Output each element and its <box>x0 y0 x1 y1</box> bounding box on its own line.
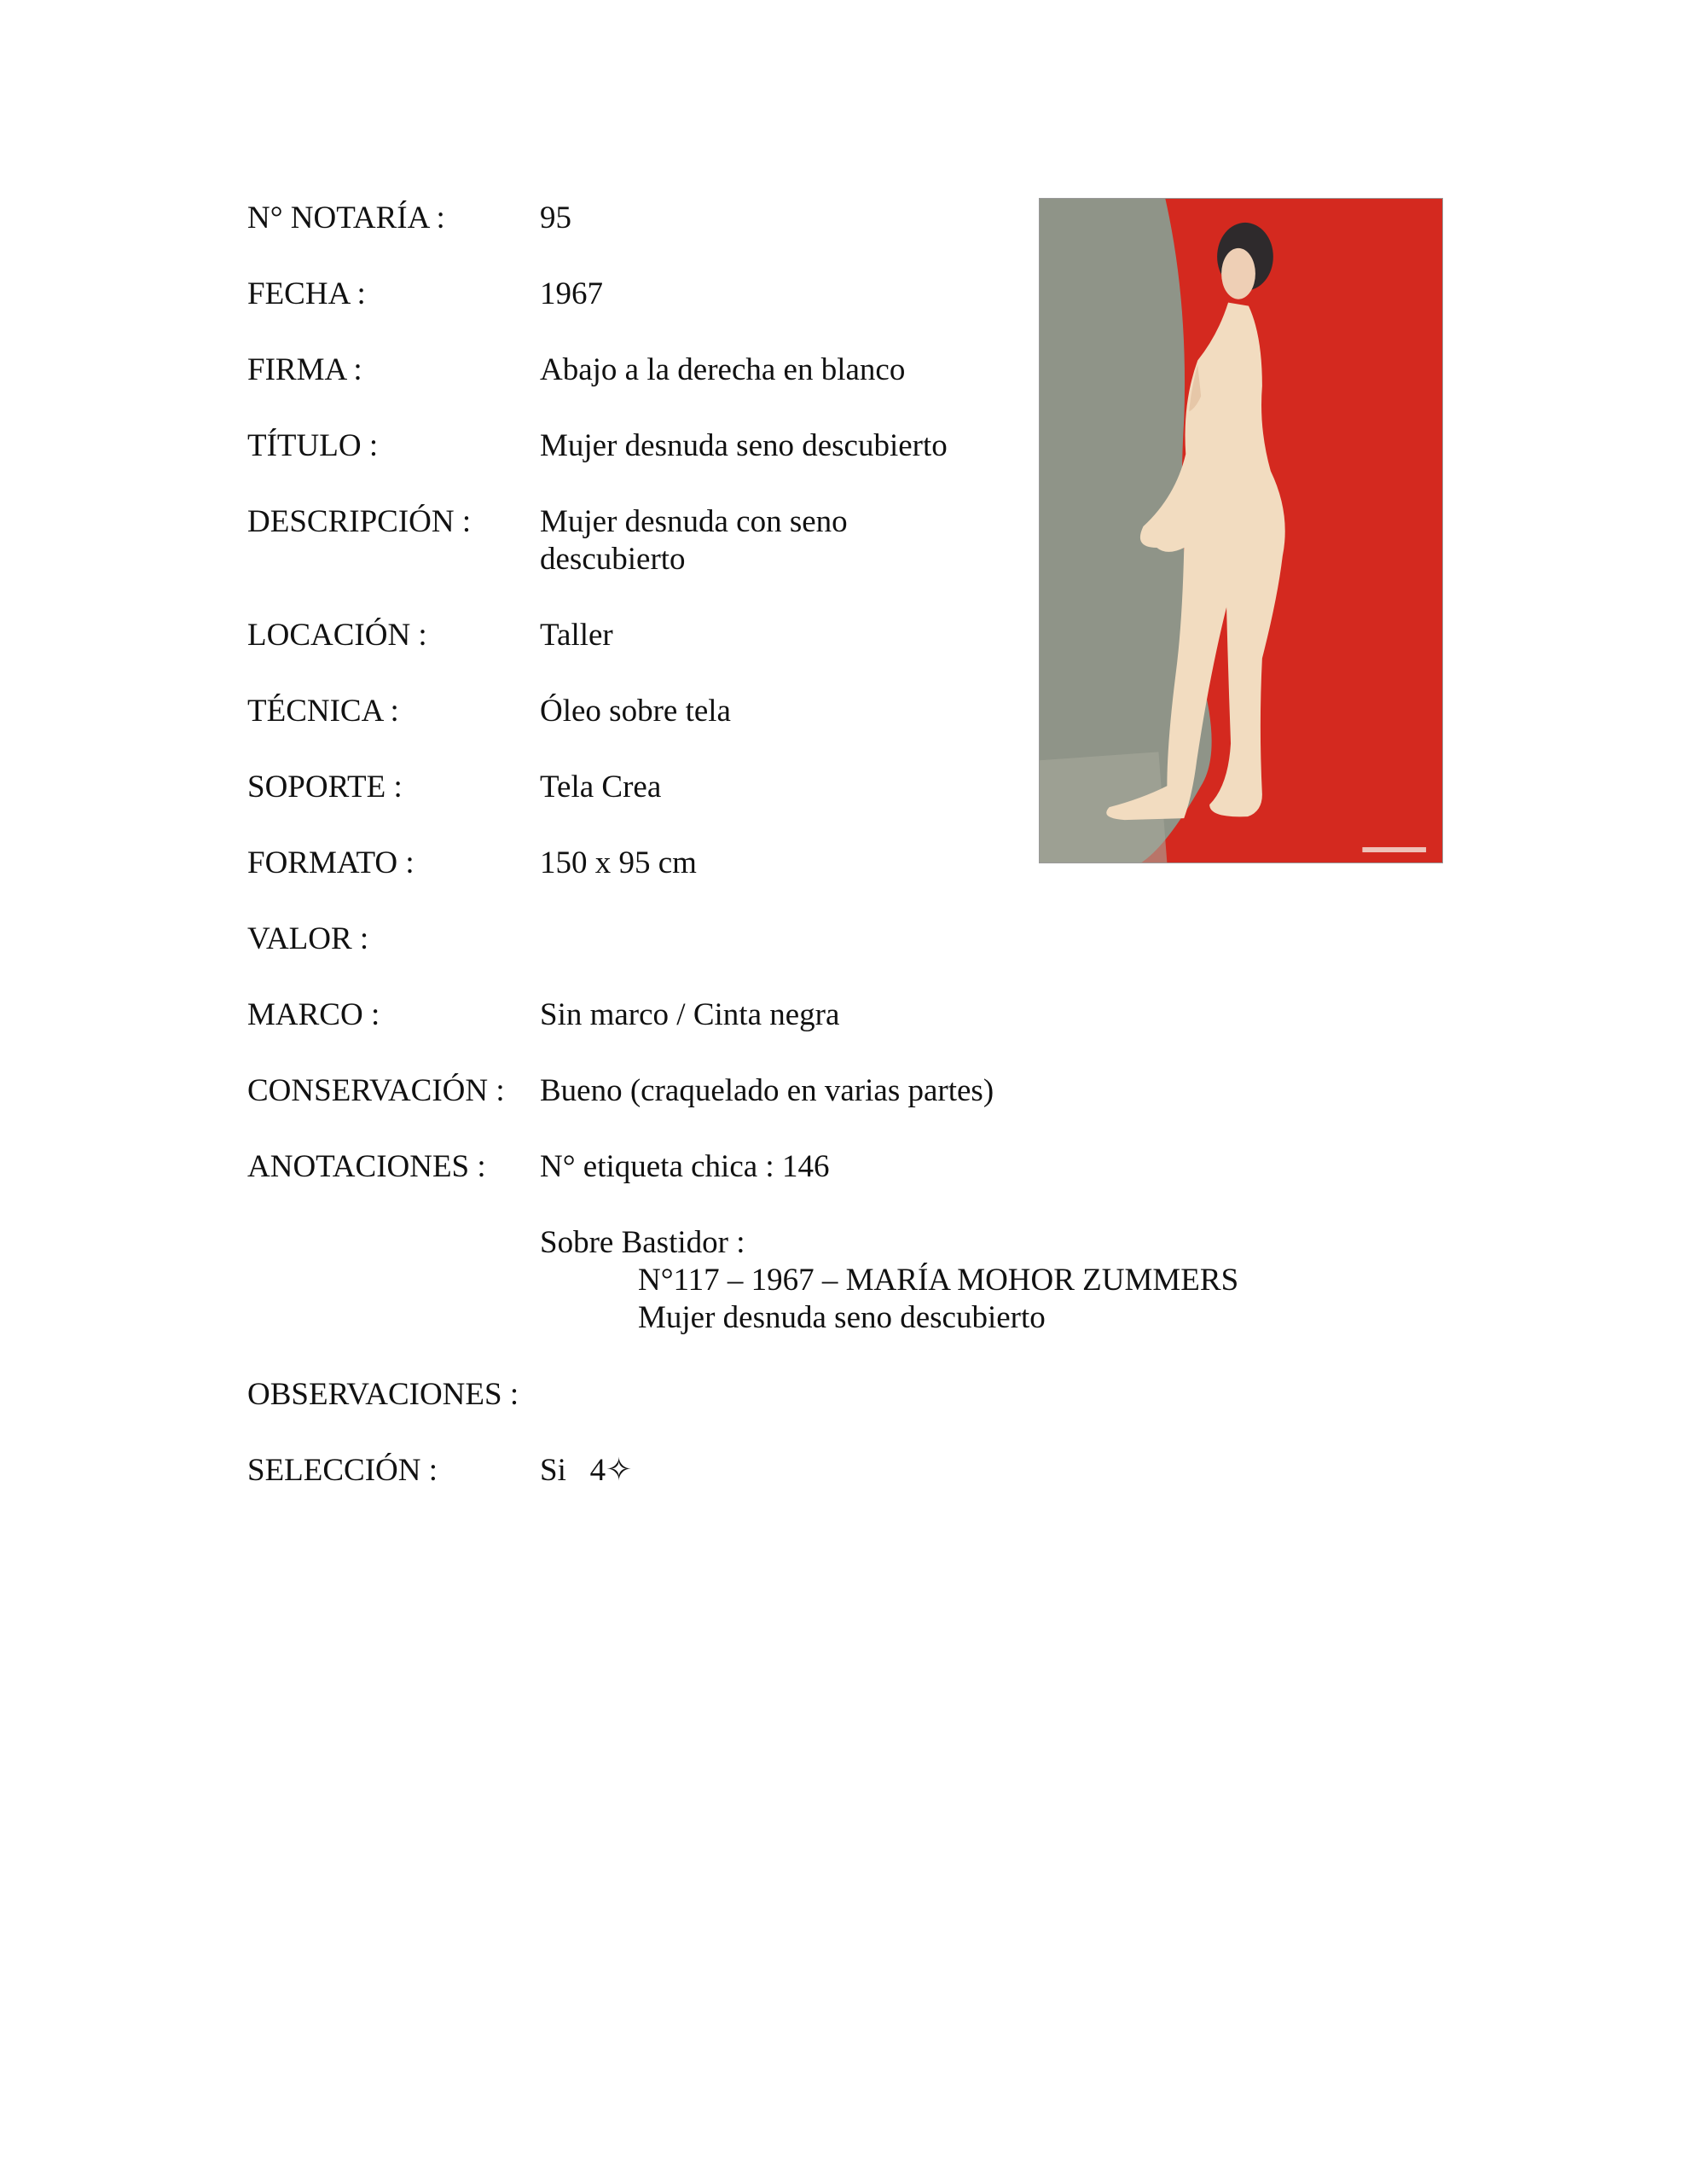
field-value: 95 <box>540 200 571 235</box>
field-label: MARCO : <box>247 997 380 1032</box>
field-label: FECHA : <box>247 276 366 311</box>
field-label: N° NOTARÍA : <box>247 200 445 235</box>
field-value: Bueno (craquelado en varias partes) <box>540 1073 994 1108</box>
field-label: DESCRIPCIÓN : <box>247 504 472 539</box>
painting-image <box>1039 198 1443 863</box>
field-value-line1: Mujer desnuda con seno <box>540 504 848 539</box>
field-label: TÉCNICA : <box>247 694 399 729</box>
nude-woman-painting-icon <box>1040 199 1442 863</box>
field-label: TÍTULO : <box>247 428 379 463</box>
annotation-heading: Sobre Bastidor : <box>540 1225 745 1260</box>
field-label: LOCACIÓN : <box>247 618 427 653</box>
annotation-line2: Mujer desnuda seno descubierto <box>638 1300 1046 1335</box>
field-value: 150 x 95 cm <box>540 845 697 880</box>
field-value: Taller <box>540 618 613 653</box>
annotation-line1: N°117 – 1967 – MARÍA MOHOR ZUMMERS <box>638 1263 1239 1298</box>
field-label: VALOR : <box>247 921 369 956</box>
field-label: OBSERVACIONES : <box>247 1377 519 1412</box>
field-label: FIRMA : <box>247 352 362 387</box>
field-value: Abajo a la derecha en blanco <box>540 352 906 387</box>
field-value-line2: descubierto <box>540 542 686 577</box>
field-label: FORMATO : <box>247 845 415 880</box>
field-label: SELECCIÓN : <box>247 1453 438 1488</box>
field-value: N° etiqueta chica : 146 <box>540 1149 830 1184</box>
field-value: 1967 <box>540 276 603 311</box>
field-value: Sin marco / Cinta negra <box>540 997 840 1032</box>
field-label: SOPORTE : <box>247 770 403 804</box>
selection-text: Si 4 <box>540 1453 606 1488</box>
field-value: Óleo sobre tela <box>540 694 731 729</box>
star-icon: ✧ <box>606 1453 633 1488</box>
field-value: Mujer desnuda seno descubierto <box>540 428 948 463</box>
field-label: ANOTACIONES : <box>247 1149 486 1184</box>
field-value: Tela Crea <box>540 770 662 804</box>
field-label: CONSERVACIÓN : <box>247 1073 505 1108</box>
field-value <box>540 1452 632 1490</box>
